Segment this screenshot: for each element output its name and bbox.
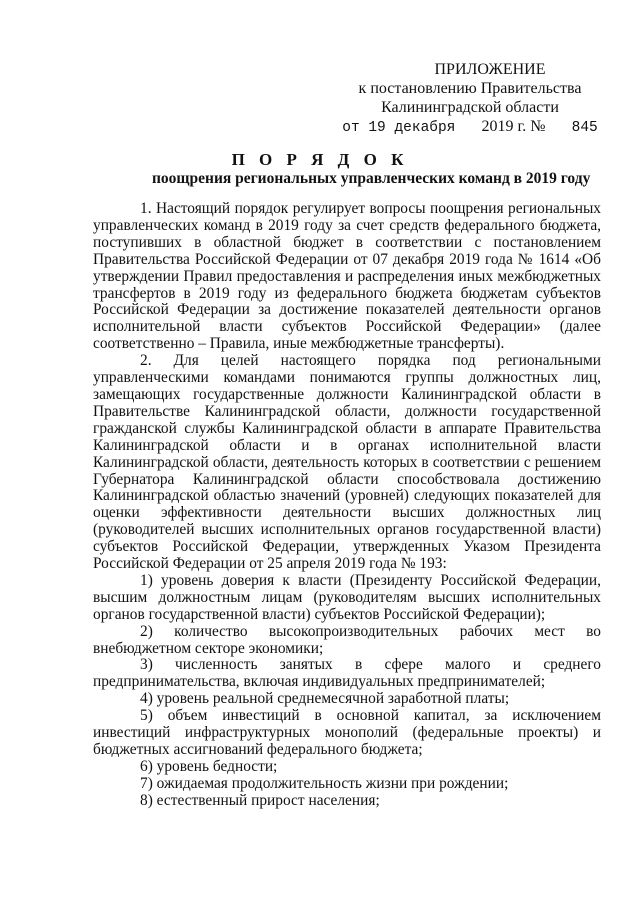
list-item-3-word: численность [175, 656, 258, 674]
list-item-3-line [93, 657, 601, 674]
list-item-2-word: количество [174, 622, 248, 640]
list-item-3-word: в [354, 656, 363, 674]
document-subtitle: поощрения региональных управленческих команд в 2019 году [152, 170, 591, 187]
document-body [93, 201, 601, 810]
list-item-3-word: малого [445, 656, 491, 674]
list-item-3-word: занятых [279, 656, 333, 674]
list-item-2-line [93, 624, 601, 641]
list-item-2-word: мест [534, 622, 565, 640]
list-item-3-word: и [512, 656, 522, 674]
list-item-7: 7) ожидаемая продолжительность жизни при рождении; [140, 774, 509, 792]
list-item-3-word: среднего [543, 656, 601, 674]
decree-year-no: 2019 г. № [481, 118, 546, 135]
decree-number: 845 [571, 120, 598, 136]
decree-date-number [330, 117, 610, 138]
list-item-2-word: во [586, 622, 601, 640]
list-item-3-word: сфере [384, 656, 423, 674]
list-item-2-word: высокопроизводительных [268, 622, 439, 640]
list-item-4: 4) уровень реальной среднемесячной заработной платы; [140, 690, 510, 708]
appendix-header [330, 60, 610, 138]
list-item-8: 8) естественный прирост населения; [140, 791, 380, 809]
paragraph-1: 1. Настоящий порядок регулирует вопросы поощрения региональных управленческих команд в 2019 году за счет средств федерального бюджета, поступивших в областной бюджет в соответствии с постановлением Правительства Российской Федерации от 07 декабря 2019 года № 1614 «Об утверждении Правил предоставления и распределения иных межбюджетных трансфертов в 2019 году из федерального бюджета бюджетам субъектов Российской Федерации за достижение показателей деятельности органов исполнительной власти субъектов Российской Федерации» (далее соответственно – Правила, иные межбюджетные трансферты). [93, 200, 601, 353]
document-title: П О Р Я Д О К [231, 150, 409, 169]
decree-date: от 19 декабря [342, 120, 456, 136]
paragraph-2: 2. Для целей настоящего порядка под региональными управленческими командами понимаются группы должностных лиц, замещающих государственные должности Калининградской области в Правительстве Калининградской области, должности государственной гражданской службы Калининградской области в аппарате Правительства Калининградской области и в органах исполнительной власти Калининградской области, деятельность которых в соответствии с решением Губернатора Калининградской области способствовала достижению Калининградской областью значений (уровней) следующих показателей для оценки эффективности деятельности высших должностных лиц (руководителей высших исполнительных органов государственной власти) субъектов Российской Федерации, утвержденных Указом Президента Российской Федерации от 25 апреля 2019 года № 193: [93, 352, 601, 573]
list-item-1: 1) уровень доверия к власти (Президенту Российской Федерации, высшим должностным лицам (руководителям высших исполнительных органов государственной власти) субъектов Российской Федерации); [93, 571, 601, 623]
list-item-3-word: 3) [140, 656, 153, 674]
list-item-5: 5) объем инвестиций в основной капитал, за исключением инвестиций инфраструктурных монополий (федеральные проекты) и бюджетных ассигнований федерального бюджета; [93, 707, 601, 758]
appendix-line-1: к постановлению Правительства [358, 80, 582, 97]
appendix-line-2: Калининградской области [381, 99, 559, 116]
appendix-label: ПРИЛОЖЕНИЕ [434, 61, 546, 78]
list-item-3-continuation: предпринимательства, включая индивидуальных предпринимателей; [93, 673, 546, 691]
list-item-6: 6) уровень бедности; [140, 757, 278, 775]
list-item-2-word: рабочих [459, 622, 514, 640]
list-item-2-continuation: внебюджетном секторе экономики; [93, 639, 324, 657]
list-item-2-word: 2) [140, 622, 153, 640]
